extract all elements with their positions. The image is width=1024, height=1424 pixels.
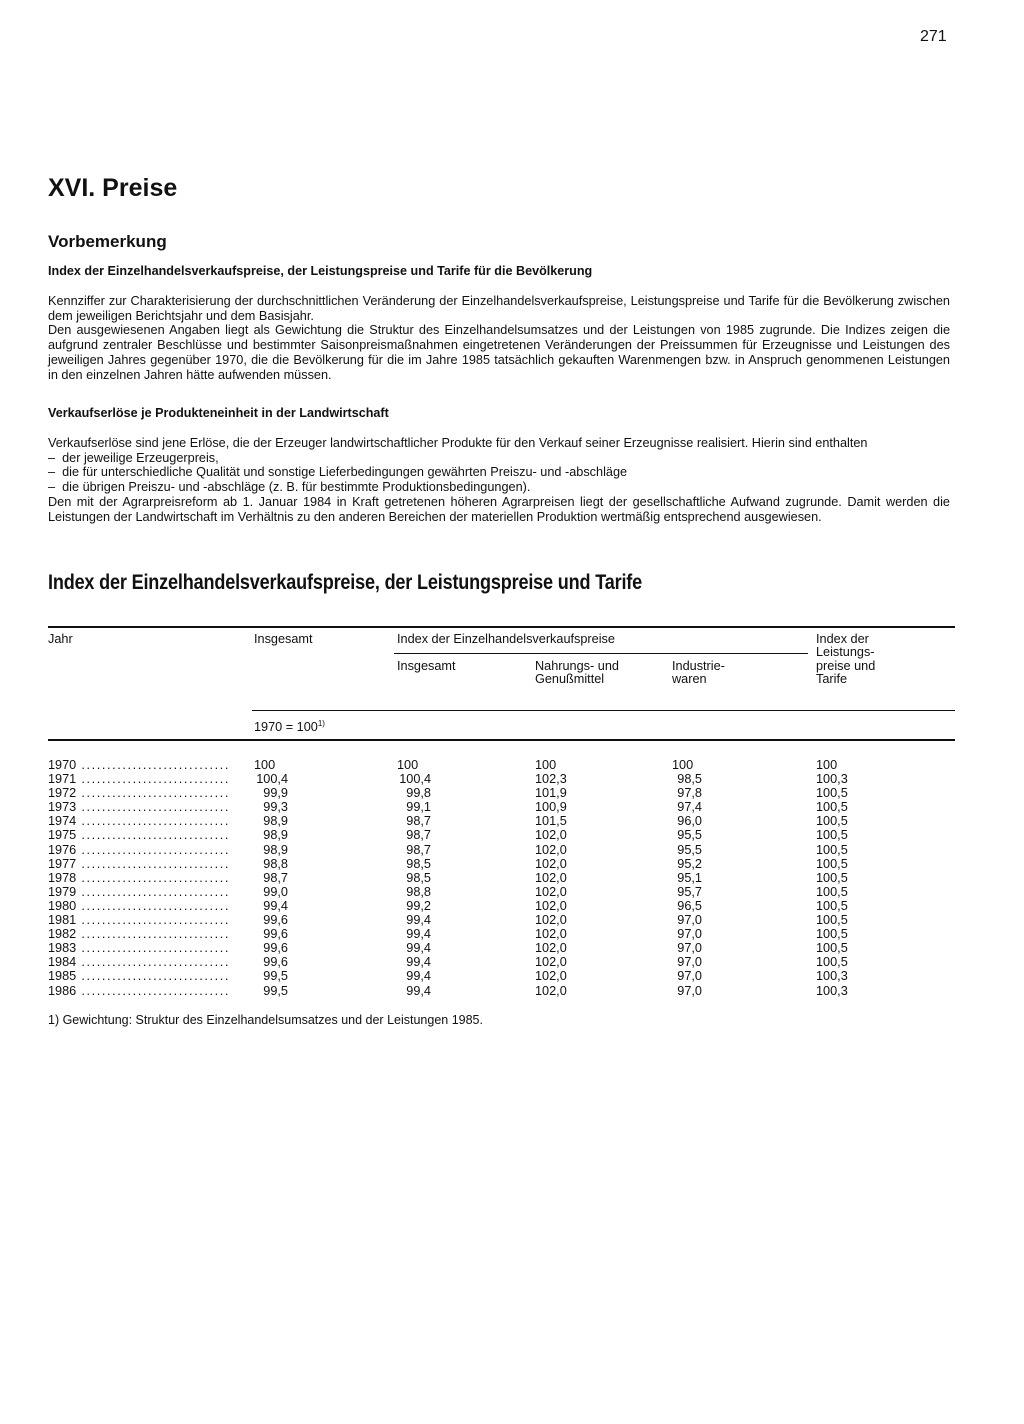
subsection-heading-sales: Verkaufserlöse je Produkteneinheit in der Landwirtschaft: [48, 406, 389, 420]
retail-cell: 98,7: [406, 814, 431, 829]
retail-cell: 99,4: [406, 913, 431, 928]
list-item: – die für unterschiedliche Qualität und sonstige Lieferbedingungen gewährten Preiszu- und -abschläge: [48, 465, 950, 480]
retail-cell: 98,5: [406, 856, 431, 871]
header-retail-total: Insgesamt: [397, 659, 456, 673]
page-number: 271: [920, 28, 947, 45]
services-cell: 100,3: [816, 983, 848, 998]
year-cell: 1984: [48, 955, 77, 970]
industrial-column: [672, 758, 702, 998]
industrial-cell: 98,5: [677, 772, 702, 787]
chapter-title: XVI. Preise: [48, 174, 178, 202]
total-cell: 100: [254, 758, 276, 772]
leader-dots: .............................: [76, 913, 230, 928]
industrial-cell: 97,0: [677, 955, 702, 970]
total-cell: 99,3: [263, 800, 288, 815]
paragraph-weighting: Den ausgewiesenen Angaben liegt als Gewichtung die Struktur des Einzelhandelsumsatzes und der Leistungen von 1985 zugrunde. Die Indizes zeigen die aufgrund zentraler Beschlüsse und bestimmter Saisonpreismaßnahmen eingetretenen Veränderungen der Preissummen für Erzeugnisse und Leistungen des jeweiligen Jahres gegenüber 1970, die die Bevölkerung für die im Jahre 1985 tatsächlich gekauften Warenmengen bzw. in Anspruch genommenen Leistungen in den einzelnen Jahren hätte aufwenden müssen.: [48, 323, 950, 382]
leader-dots: .............................: [76, 983, 230, 998]
leader-dots: .............................: [76, 884, 230, 899]
year-cell: 1983: [48, 941, 77, 956]
total-cell: 99,0: [263, 884, 288, 899]
table-row: [48, 941, 230, 955]
leader-dots: .............................: [76, 828, 230, 843]
food-cell: 102,0: [535, 856, 567, 871]
year-cell: 1975: [48, 828, 77, 843]
year-cell: 1974: [48, 814, 77, 829]
food-cell: 102,0: [535, 842, 567, 857]
list-item: – der jeweilige Erzeugerpreis,: [48, 451, 950, 466]
services-cell: 100,5: [816, 856, 848, 871]
industrial-cell: 95,2: [677, 856, 702, 871]
leader-dots: .............................: [76, 800, 230, 815]
industrial-cell: 97,4: [677, 800, 702, 815]
year-cell: 1977: [48, 856, 77, 871]
total-cell: 98,8: [263, 856, 288, 871]
industrial-cell: 96,0: [677, 814, 702, 829]
base-label: 1970 = 100: [254, 720, 318, 735]
header-bottom-rule: [48, 739, 955, 741]
total-cell: 100,4: [256, 772, 288, 787]
retail-cell: 99,4: [406, 969, 431, 984]
year-cell: 1973: [48, 800, 77, 815]
year-cell: 1971: [48, 772, 77, 787]
retail-cell: 99,4: [406, 983, 431, 998]
year-cell: 1972: [48, 786, 77, 801]
total-column: [254, 758, 288, 998]
year-cell: 1982: [48, 927, 77, 942]
industrial-cell: 100: [672, 758, 694, 772]
industrial-cell: 97,0: [677, 941, 702, 956]
table-row: [48, 828, 230, 842]
subsection-body-index: [48, 294, 950, 382]
food-cell: 102,0: [535, 969, 567, 984]
industrial-cell: 95,5: [677, 828, 702, 843]
header-base: [254, 717, 325, 735]
paragraph-sales-intro: Verkaufserlöse sind jene Erlöse, die der Erzeuger landwirtschaftlicher Produkte für den Verkauf seiner Erzeugnisse realisiert. Hierin sind enthalten: [48, 436, 868, 450]
list-item: – die übrigen Preiszu- und -abschläge (z. B. für bestimmte Produktionsbedingungen).: [48, 480, 950, 495]
services-cell: 100,3: [816, 969, 848, 984]
retail-cell: 98,7: [406, 828, 431, 843]
food-cell: 102,3: [535, 772, 567, 787]
table-title: Index der Einzelhandelsverkaufspreise, der Leistungspreise und Tarife: [48, 571, 643, 594]
food-cell: 100,9: [535, 800, 567, 815]
services-cell: 100,5: [816, 941, 848, 956]
leader-dots: .............................: [76, 842, 230, 857]
leader-dots: .............................: [76, 955, 230, 970]
services-cell: 100,5: [816, 955, 848, 970]
table-row: [48, 814, 230, 828]
services-cell: 100,5: [816, 927, 848, 942]
services-cell: 100,5: [816, 898, 848, 913]
industrial-cell: 97,8: [677, 786, 702, 801]
retail-cell: 99,8: [406, 786, 431, 801]
services-cell: 100,5: [816, 884, 848, 899]
header-year: Jahr: [48, 632, 73, 646]
industrial-cell: 97,0: [677, 927, 702, 942]
retail-group-rule: [394, 653, 808, 654]
table-row: [48, 899, 230, 913]
leader-dots: .............................: [76, 856, 230, 871]
year-cell: 1970: [48, 758, 77, 772]
retail-cell: 98,5: [406, 870, 431, 885]
leader-dots: .............................: [76, 870, 230, 885]
food-cell: 102,0: [535, 870, 567, 885]
services-cell: 100,3: [816, 772, 848, 787]
food-cell: 101,5: [535, 814, 567, 829]
table-row: [48, 885, 230, 899]
total-cell: 99,6: [263, 955, 288, 970]
table-top-rule: [48, 626, 955, 628]
year-cell: 1976: [48, 842, 77, 857]
leader-dots: .............................: [76, 786, 230, 801]
total-cell: 99,9: [263, 786, 288, 801]
retail-cell: 99,4: [406, 955, 431, 970]
food-cell: 100: [535, 758, 557, 772]
total-cell: 99,5: [263, 983, 288, 998]
total-cell: 99,6: [263, 927, 288, 942]
food-cell: 102,0: [535, 828, 567, 843]
header-food: Nahrungs- und Genußmittel: [535, 659, 619, 687]
year-cell: 1978: [48, 870, 77, 885]
year-column: [48, 758, 230, 998]
food-cell: 102,0: [535, 913, 567, 928]
table-row: [48, 786, 230, 800]
retail-cell: 99,2: [406, 898, 431, 913]
services-column: [816, 758, 848, 998]
services-cell: 100,5: [816, 913, 848, 928]
leader-dots: .............................: [76, 927, 230, 942]
retail-cell: 99,4: [406, 941, 431, 956]
subsection-heading-index: Index der Einzelhandelsverkaufspreise, der Leistungspreise und Tarife für die Bevölkerung: [48, 264, 593, 278]
industrial-cell: 97,0: [677, 983, 702, 998]
table-footnote: 1) Gewichtung: Struktur des Einzelhandelsumsatzes und der Leistungen 1985.: [48, 1013, 483, 1027]
industrial-cell: 95,1: [677, 870, 702, 885]
total-cell: 99,6: [263, 941, 288, 956]
table-row: [48, 871, 230, 885]
food-cell: 102,0: [535, 898, 567, 913]
leader-dots: .............................: [76, 772, 230, 787]
food-cell: 102,0: [535, 983, 567, 998]
services-cell: 100,5: [816, 814, 848, 829]
total-cell: 99,6: [263, 913, 288, 928]
industrial-cell: 97,0: [677, 913, 702, 928]
table-row: [48, 984, 230, 998]
table-row: [48, 800, 230, 814]
food-cell: 102,0: [535, 927, 567, 942]
retail-cell: 99,1: [406, 800, 431, 815]
services-cell: 100,5: [816, 870, 848, 885]
header-industrial: Industrie- waren: [672, 659, 725, 687]
retail-cell: 99,4: [406, 927, 431, 942]
year-cell: 1985: [48, 969, 77, 984]
base-rule: [252, 710, 955, 711]
base-footnote-ref: 1): [317, 719, 325, 728]
retail-cell: 100,4: [399, 772, 431, 787]
table-row: [48, 857, 230, 871]
year-cell: 1986: [48, 983, 77, 998]
total-cell: 98,7: [263, 870, 288, 885]
year-cell: 1981: [48, 913, 77, 928]
table-row: [48, 913, 230, 927]
table-row: [48, 772, 230, 786]
industrial-cell: 96,5: [677, 898, 702, 913]
food-cell: 101,9: [535, 786, 567, 801]
paragraph-definition: Kennziffer zur Charakterisierung der durchschnittlichen Veränderung der Einzelhandelsverkaufspreise, Leistungspreise und Tarife für die Bevölkerung zwischen dem jeweiligen Berichtsjahr und dem Basisjahr.: [48, 294, 950, 323]
services-cell: 100: [816, 758, 838, 772]
leader-dots: .............................: [76, 941, 230, 956]
food-cell: 102,0: [535, 884, 567, 899]
table-row: [48, 969, 230, 983]
table-row: [48, 758, 230, 772]
leader-dots: .............................: [76, 898, 230, 913]
food-column: [535, 758, 567, 998]
industrial-cell: 97,0: [677, 969, 702, 984]
header-services: Index der Leistungs- preise und Tarife: [816, 632, 876, 687]
services-cell: 100,5: [816, 828, 848, 843]
included-items-list: [48, 451, 950, 495]
leader-dots: .............................: [76, 758, 230, 772]
industrial-cell: 95,7: [677, 884, 702, 899]
paragraph-agrarian-reform: Den mit der Agrarpreisreform ab 1. Januar 1984 in Kraft getretenen höheren Agrarpreisen liegt der gesellschaftliche Aufwand zugrunde. Damit werden die Leistungen der Landwirtschaft im Verhältnis zu den anderen Bereichen der materiellen Produktion wertmäßig entsprechend ausgewiesen.: [48, 494, 950, 524]
leader-dots: .............................: [76, 814, 230, 829]
retail-column: [397, 758, 431, 998]
total-cell: 98,9: [263, 842, 288, 857]
subsection-body-sales: [48, 436, 950, 524]
food-cell: 102,0: [535, 941, 567, 956]
retail-cell: 98,7: [406, 842, 431, 857]
total-cell: 99,5: [263, 969, 288, 984]
total-cell: 98,9: [263, 814, 288, 829]
section-title: Vorbemerkung: [48, 232, 167, 251]
total-cell: 99,4: [263, 898, 288, 913]
year-cell: 1980: [48, 898, 77, 913]
food-cell: 102,0: [535, 955, 567, 970]
header-retail-group: Index der Einzelhandelsverkaufspreise: [397, 632, 615, 646]
table-row: [48, 843, 230, 857]
year-cell: 1979: [48, 884, 77, 899]
services-cell: 100,5: [816, 842, 848, 857]
header-total: Insgesamt: [254, 632, 313, 646]
total-cell: 98,9: [263, 828, 288, 843]
services-cell: 100,5: [816, 786, 848, 801]
leader-dots: .............................: [76, 969, 230, 984]
retail-cell: 100: [397, 758, 419, 772]
industrial-cell: 95,5: [677, 842, 702, 857]
services-cell: 100,5: [816, 800, 848, 815]
table-row: [48, 927, 230, 941]
table-row: [48, 955, 230, 969]
retail-cell: 98,8: [406, 884, 431, 899]
